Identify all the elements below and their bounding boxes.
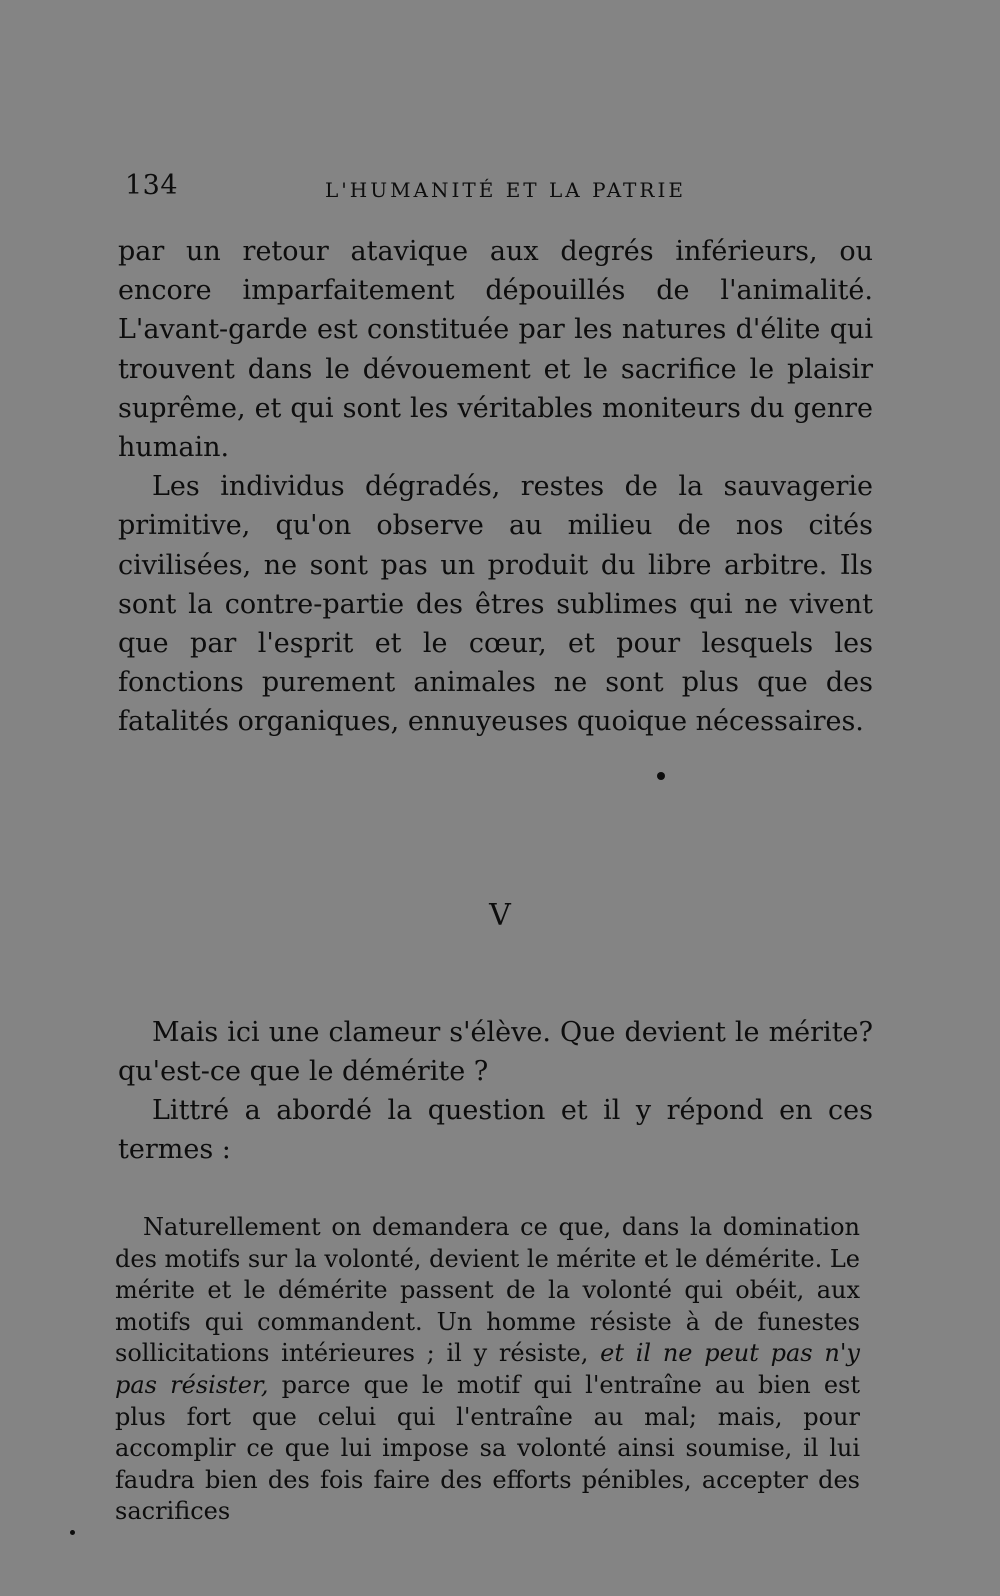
paragraph: Les individus dégradés, restes de la sauvagerie primitive, qu'on observe au milieu de nos cités civilisées, ne sont pas un produit du libre arbitre. Ils sont la contre-partie des êtres sublimes qui ne vivent que par l'esprit et le cœur, et pour lesquels les fonctions purement animales ne sont plus que des fatalités organiques, ennuyeuses quoique nécessaires. — [118, 471, 873, 738]
quote-paragraph — [115, 1212, 860, 1528]
running-head — [125, 170, 885, 210]
paragraph: Mais ici une clameur s'élève. Que devient le mérite? qu'est-ce que le démérite ? — [118, 1017, 873, 1087]
page-number: 134 — [125, 170, 179, 201]
section-heading: V — [489, 898, 511, 933]
print-mark — [657, 772, 665, 780]
print-mark — [70, 1530, 75, 1535]
quote-emphasis: et il ne peut pas n'y pas résister, — [115, 1339, 860, 1399]
quote-text: Naturellement on demandera ce que, dans la domination des motifs sur la volonté, devient le mérite et le démérite. Le mérite et le démérite passent de la volonté qui obéit, aux motifs qui commandent. Un homme résiste à de funestes sollicitations intérieures ; il y résiste, — [115, 1213, 860, 1368]
paragraph: par un retour atavique aux degrés inférieurs, ou encore imparfaitement dépouillés de l'animalité. L'avant-garde est constituée par les natures d'élite qui trouvent dans le dévouement et le sacrifice le plaisir suprême, et qui sont les véritables moniteurs du genre humain. — [118, 236, 873, 464]
quote-text: parce que le motif qui l'entraîne au bien est plus fort que celui qui l'entraîne au mal; mais, pour accomplir ce que lui impose sa volonté ainsi soumise, il lui faudra bien des fois faire des efforts pénibles, accepter des sacrifices — [115, 1370, 860, 1526]
paragraph: Littré a abordé la question et il y répond en ces termes : — [118, 1095, 873, 1165]
text-block-middle — [118, 1013, 873, 1169]
text-block-top — [118, 232, 873, 742]
block-quote — [115, 1212, 860, 1528]
running-title: L'HUMANITÉ ET LA PATRIE — [325, 178, 686, 202]
